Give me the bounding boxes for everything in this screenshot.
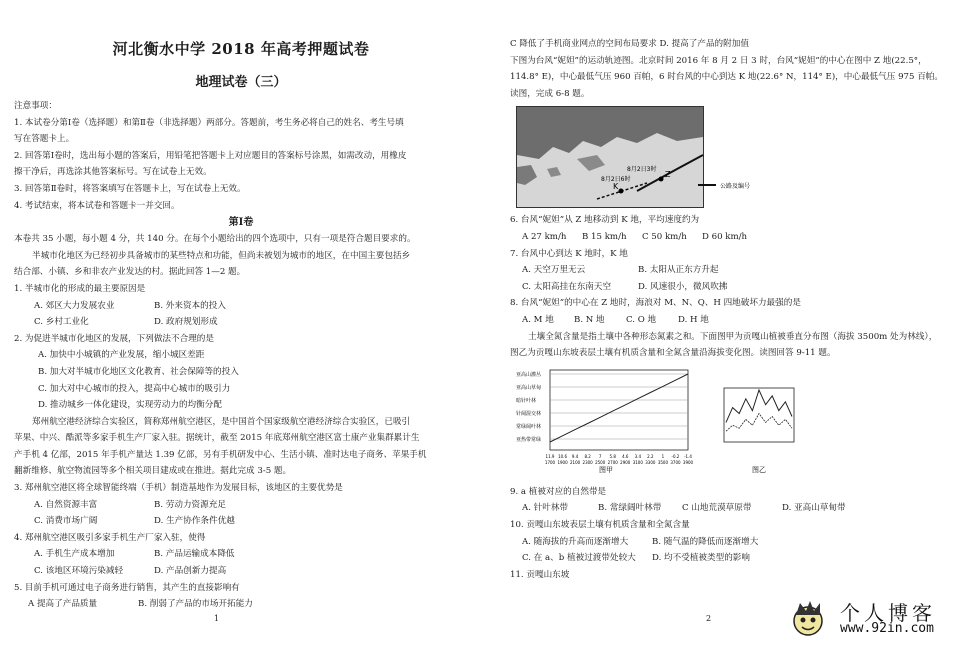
- chart-jia-tick-value: 9.4: [571, 453, 579, 459]
- option: C. 乡村工业化: [34, 317, 89, 328]
- option: D. 生产协作条件优越: [154, 516, 235, 527]
- option: C. 加大对中心城市的投入，提高中心城市的吸引力: [38, 383, 231, 394]
- watermark: [788, 597, 948, 641]
- passage-line: 结合部、小镇、乡和非农产业发达的村。据此回答 1—2 题。: [14, 267, 246, 278]
- chart-jia-tick-altitude: 3500: [657, 459, 669, 465]
- option: A. 手机生产成本增加: [34, 549, 115, 560]
- chart-jia-tick-altitude: 3300: [645, 459, 656, 465]
- legend-road-label: 公路及编号: [720, 183, 751, 190]
- label-time-2: 8月2日6时: [601, 176, 631, 184]
- options-q7: [510, 279, 956, 296]
- passage-line: 郑州航空港经济综合实验区，简称郑州航空港区，是中国首个国家级航空港经济综合实验区，已吸引: [32, 416, 411, 427]
- chart-jia: [516, 364, 692, 476]
- chart-jia-zone-label: 亚高山灌丛: [516, 371, 542, 378]
- section-heading: 第Ⅰ卷: [228, 217, 254, 229]
- option: B. 削弱了产品的市场开拓能力: [138, 599, 253, 610]
- option: C 50 km/h: [642, 231, 687, 242]
- chart-jia-title: 图甲: [599, 465, 613, 474]
- question-8: 8. 台风“妮妲”的中心在 Z 地时，海浪对 M、N、Q、H 四地破坏力最强的是: [510, 298, 801, 309]
- chart-jia-tick-value: 7: [598, 453, 602, 459]
- options-q4: [14, 563, 468, 580]
- option: D. 亚高山草甸带: [782, 503, 846, 514]
- question-9: 9. a 植被对应的自然带是: [510, 486, 607, 497]
- passage-line: 读图，完成 6-8 题。: [510, 88, 590, 99]
- question-11: 11. 贡嘎山东坡: [510, 569, 570, 580]
- options-q1: [14, 314, 468, 331]
- passage-line: 产手机 4 亿部，2015 年手机产量达 1.39 亿部，另有手机研发中心、生活小镇、准时达电子商务、苹果手机: [14, 449, 427, 460]
- notice-line: 3. 回答第Ⅱ卷时，将答案填写在答题卡上，写在试卷上无效。: [14, 183, 246, 194]
- option: B. 加大对半城市化地区文化教育、社会保障等的投入: [38, 366, 239, 377]
- chart-jia-tick-value: 4.6: [622, 453, 629, 459]
- option: A. 加快中小城镇的产业发展，缩小城区差距: [38, 350, 205, 361]
- notice-line: 4. 考试结束，将本试卷和答题卡一并交回。: [14, 200, 180, 211]
- passage-line: 114.8° E)，中心最低气压 960 百帕，6 时台风的中心到达 K 地(22.6° N，114° E)，中心最低气压 975 百帕。: [510, 72, 943, 83]
- options-q8: [510, 312, 956, 329]
- options-q6: [510, 229, 956, 246]
- option: A 提高了产品质量: [28, 599, 98, 610]
- options-q9: [510, 500, 956, 517]
- passage-line: 半城市化地区为已经初步具备城市的某些特点和功能，但尚未被划为城市的地区，在中国主要包括乡: [32, 250, 411, 261]
- chart-jia-tick-value: 3.4: [634, 453, 642, 459]
- options-q10: [510, 550, 956, 567]
- chart-jia-zone-label: 亚热带常绿: [516, 436, 542, 443]
- passage-line: 土壤全氮含量是指土壤中各种形态氮素之和。下面图甲为贡嘎山植被垂直分布图（海拔 3500m 处为林线），: [528, 331, 938, 342]
- chart-jia-tick-altitude: 3100: [632, 459, 643, 465]
- chart-yi: [714, 384, 812, 476]
- question-5: 5. 目前手机可通过电子商务进行销售，其产生的直接影响有: [14, 582, 240, 593]
- notice-heading: 注意事项：: [14, 101, 57, 111]
- question-6: 6. 台风“妮妲”从 Z 地移动到 K 地，平均速度约为: [510, 215, 700, 226]
- label-z: Z: [665, 170, 671, 180]
- chart-yi-frame: [724, 388, 794, 442]
- option: C 山地荒漠草原带: [682, 503, 752, 514]
- chart-jia-zone-label: 针阔混交林: [516, 410, 542, 417]
- question-4: 4. 郑州航空港区吸引多家手机生产厂家入驻，使得: [14, 532, 206, 543]
- chart-jia-tick-value: 2.2: [647, 453, 654, 459]
- exam-subtitle: 地理试卷（三）: [195, 75, 287, 90]
- chart-jia-tick-altitude: 2300: [582, 459, 593, 465]
- page-number: 2: [706, 614, 712, 623]
- label-time-1: 8月2日3时: [627, 166, 657, 174]
- figures-area: [516, 364, 956, 484]
- typhoon-map: [516, 106, 704, 208]
- question-1: 1. 半城市化的形成的最主要原因是: [14, 283, 146, 294]
- option: D. 推动城乡一体化建设，实现劳动力的均衡分配: [38, 400, 222, 411]
- notice-line: 2. 回答第Ⅰ卷时，选出每小题的答案后，用铅笔把答题卡上对应题目的答案标号涂黑，如需改动，用橡皮: [14, 150, 407, 161]
- options-q10: [510, 534, 956, 551]
- option: D. 政府规划形成: [154, 317, 218, 328]
- chart-jia-tick-altitude: 3900: [682, 459, 694, 465]
- option: A. 郊区大力发展农业: [34, 300, 115, 311]
- notice-line: 写在答题卡上。: [14, 134, 75, 145]
- options-q4: [14, 546, 468, 563]
- option: B. 劳动力资源充足: [154, 499, 226, 510]
- watermark-url: www.92in.com: [840, 621, 934, 636]
- chart-jia-zone-label: 常绿阔叶林: [516, 423, 542, 430]
- chart-jia-zone-label: 亚高山草甸: [516, 384, 542, 391]
- chart-jia-tick-altitude: 1900: [557, 459, 568, 465]
- option: B. 太阳从正东方升起: [638, 265, 719, 276]
- option: A. M 地: [522, 314, 554, 325]
- option: D. 产品创新力提高: [154, 566, 227, 577]
- option: B. 外来资本的投入: [154, 300, 226, 311]
- option: B 15 km/h: [582, 231, 627, 242]
- chart-jia-tick-value: 5.8: [609, 453, 616, 459]
- page-number: 1: [214, 614, 220, 623]
- options-q5: [14, 596, 468, 613]
- chart-jia-tick-value: 1: [661, 453, 665, 459]
- chart-jia-tick-value: 8.2: [584, 453, 591, 459]
- option: C. 在 a、b 植被过渡带处较大: [522, 553, 636, 564]
- option: C. 消费市场广阔: [34, 516, 98, 527]
- option: D. 风速很小，微风吹拂: [638, 281, 728, 292]
- option: A. 天空万里无云: [522, 265, 586, 276]
- option: A. 针叶林带: [522, 503, 569, 514]
- options-q3: [14, 513, 468, 530]
- typhoon-map-svg: [517, 107, 703, 207]
- option: C. 太阳高挂在东南天空: [522, 281, 612, 292]
- chart-jia-tick-altitude: 2500: [595, 459, 606, 465]
- option: C. 该地区环境污染减轻: [34, 566, 124, 577]
- chart-jia-tick-altitude: 2700: [607, 459, 618, 465]
- question-10: 10. 贡嘎山东坡表层土壤有机质含量和全氮含量: [510, 519, 690, 530]
- chart-jia-tick-altitude: 1700: [544, 459, 556, 465]
- option: A. 随海拔的升高而逐渐增大: [522, 536, 629, 547]
- section-intro: 本卷共 35 小题，每小题 4 分，共 140 分。在每个小题给出的四个选项中，只有一项是符合题目要求的。: [14, 234, 416, 245]
- option: B. 随气温的降低而逐渐增大: [652, 536, 759, 547]
- option: B. 产品运输成本降低: [154, 549, 235, 560]
- chart-yi-series-nitrogen: [726, 413, 792, 431]
- chart-jia-tick-value: 11.9: [545, 453, 555, 459]
- option: B. N 地: [574, 314, 605, 325]
- options-q3: [14, 497, 468, 514]
- option: A. 自然资源丰富: [34, 499, 98, 510]
- option: C. O 地: [626, 314, 657, 325]
- watermark-text: 个人博客: [840, 601, 936, 625]
- options-q7: [510, 262, 956, 279]
- passage-line: 翻新维修、航空物流园等多个相关项目建成或在推进。据此完成 3-5 题。: [14, 466, 292, 477]
- point-z: [659, 177, 664, 182]
- question-3: 3. 郑州航空港区将全球智能终端（手机）制造基地作为发展目标，该地区的主要优势是: [14, 483, 343, 494]
- chart-jia-tick-value: -0.2: [671, 453, 680, 459]
- label-k: K: [613, 182, 619, 192]
- options-q1: [14, 298, 468, 315]
- chart-jia-frame: [550, 370, 688, 450]
- map-legend: [698, 178, 768, 192]
- option: D. 均不受植被类型的影响: [652, 553, 750, 564]
- passage-line: 苹果、中兴、酷派等多家手机生产厂家入驻。据统计，截至 2015 年底郑州航空港区富士康产业集群累计生: [14, 433, 420, 444]
- chart-jia-zone-label: 暗针叶林: [516, 397, 537, 404]
- chart-yi-title: 图乙: [752, 465, 766, 474]
- chart-jia-tick-altitude: 2900: [620, 459, 631, 465]
- chart-jia-tick-value: 10.6: [558, 453, 567, 459]
- question-7: 7. 台风中心到达 K 地时，K 地: [510, 248, 628, 259]
- passage-line: 下图为台风“妮妲”的运动轨迹图。北京时间 2016 年 8 月 2 日 3 时，台风“妮妲”的中心在图中 Z 地(22.5°，: [510, 55, 927, 66]
- option: A 27 km/h: [522, 231, 567, 242]
- chart-yi-series-organic: [726, 390, 792, 422]
- notice-line: 1. 本试卷分第Ⅰ卷（选择题）和第Ⅱ卷（非选择题）两部分。答题前，考生务必将自己的姓名、考生号填: [14, 117, 404, 128]
- option: D. H 地: [678, 314, 709, 325]
- option: D 60 km/h: [702, 231, 748, 242]
- option: B. 常绿阔叶林带: [598, 503, 662, 514]
- exam-title: 河北衡水中学 2018 年高考押题试卷: [112, 40, 370, 58]
- question-5-options-tail: C 降低了手机商业网点的空间布局要求 D. 提高了产品的附加值: [510, 39, 749, 49]
- chart-jia-tick-value: -1.4: [684, 453, 692, 459]
- right-page: [484, 0, 968, 651]
- point-k: [619, 189, 624, 194]
- passage-line: 图乙为贡嘎山东坡表层土壤有机质含量和全氮含量沿海拔变化图。读图回答 9-11 题。: [510, 348, 836, 359]
- chart-jia-tick-altitude: 2100: [569, 459, 581, 465]
- notice-line: 擦干净后，再选涂其他答案标号。写在试卷上无效。: [14, 167, 212, 178]
- chart-jia-tick-altitude: 3700: [670, 459, 681, 465]
- chart-jia-line: [550, 374, 688, 442]
- question-2: 2. 为促进半城市化地区的发展，下列做法不合理的是: [14, 333, 214, 344]
- mascot-logo-icon: [788, 599, 828, 639]
